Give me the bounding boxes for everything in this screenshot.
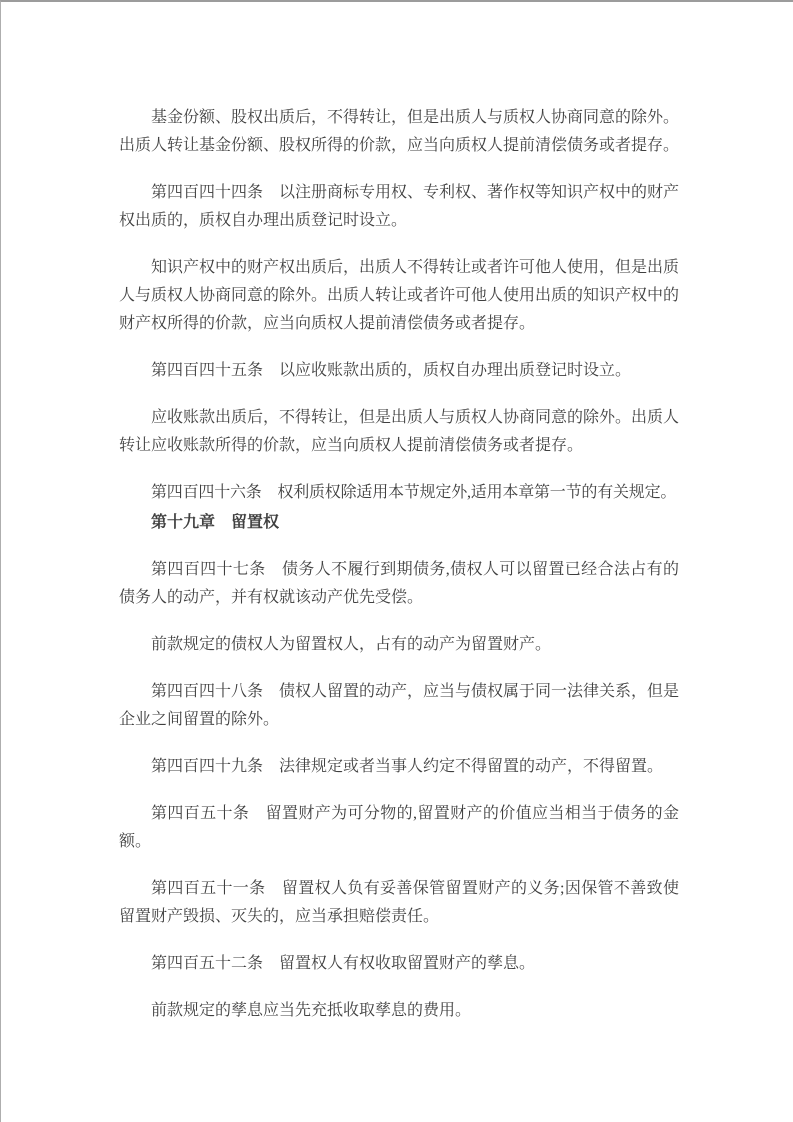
chapter-heading: 第十九章 留置权 bbox=[151, 514, 280, 531]
paragraph: 第四百五十条 留置财产为可分物的,留置财产的价值应当相当于债务的金额。 bbox=[119, 805, 679, 850]
paragraph: 第四百四十九条 法律规定或者当事人约定不得留置的动产，不得留置。 bbox=[151, 758, 664, 775]
paragraph: 第四百四十八条 债权人留置的动产，应当与债权属于同一法律关系，但是企业之间留置的除外。 bbox=[119, 683, 680, 728]
paragraph: 第四百四十七条 债务人不履行到期债务,债权人可以留置已经合法占有的债务人的动产，并有权就该动产优先受偿。 bbox=[119, 561, 679, 606]
paragraph: 第四百四十五条 以应收账款出质的，质权自办理出质登记时设立。 bbox=[151, 362, 632, 379]
paragraph: 第四百五十一条 留置权人负有妥善保管留置财产的义务;因保管不善致使留置财产毁损、灭失的，应当承担赔偿责任。 bbox=[119, 880, 679, 925]
paragraph: 知识产权中的财产权出质后，出质人不得转让或者许可他人使用，但是出质人与质权人协商同意的除外。出质人转让或者许可他人使用出质的知识产权中的财产权所得的价款，应当向质权人提前清偿债务或者提存。 bbox=[119, 259, 680, 332]
paragraph: 前款规定的孳息应当先充抵收取孳息的费用。 bbox=[151, 1002, 472, 1019]
paragraph: 第四百四十六条 权利质权除适用本节规定外,适用本章第一节的有关规定。 bbox=[151, 484, 677, 501]
paragraph: 基金份额、股权出质后，不得转让，但是出质人与质权人协商同意的除外。出质人转让基金份额、股权所得的价款，应当向质权人提前清偿债务或者提存。 bbox=[119, 109, 680, 154]
paragraph: 第四百四十四条 以注册商标专用权、专利权、著作权等知识产权中的财产权出质的，质权自办理出质登记时设立。 bbox=[119, 184, 680, 229]
document-body bbox=[1, 2, 793, 1025]
paragraph: 第四百五十二条 留置权人有权收取留置财产的孳息。 bbox=[151, 955, 536, 972]
paragraph: 应收账款出质后，不得转让，但是出质人与质权人协商同意的除外。出质人转让应收账款所得的价款，应当向质权人提前清偿债务或者提存。 bbox=[119, 409, 680, 454]
paragraph: 前款规定的债权人为留置权人，占有的动产为留置财产。 bbox=[151, 636, 552, 653]
